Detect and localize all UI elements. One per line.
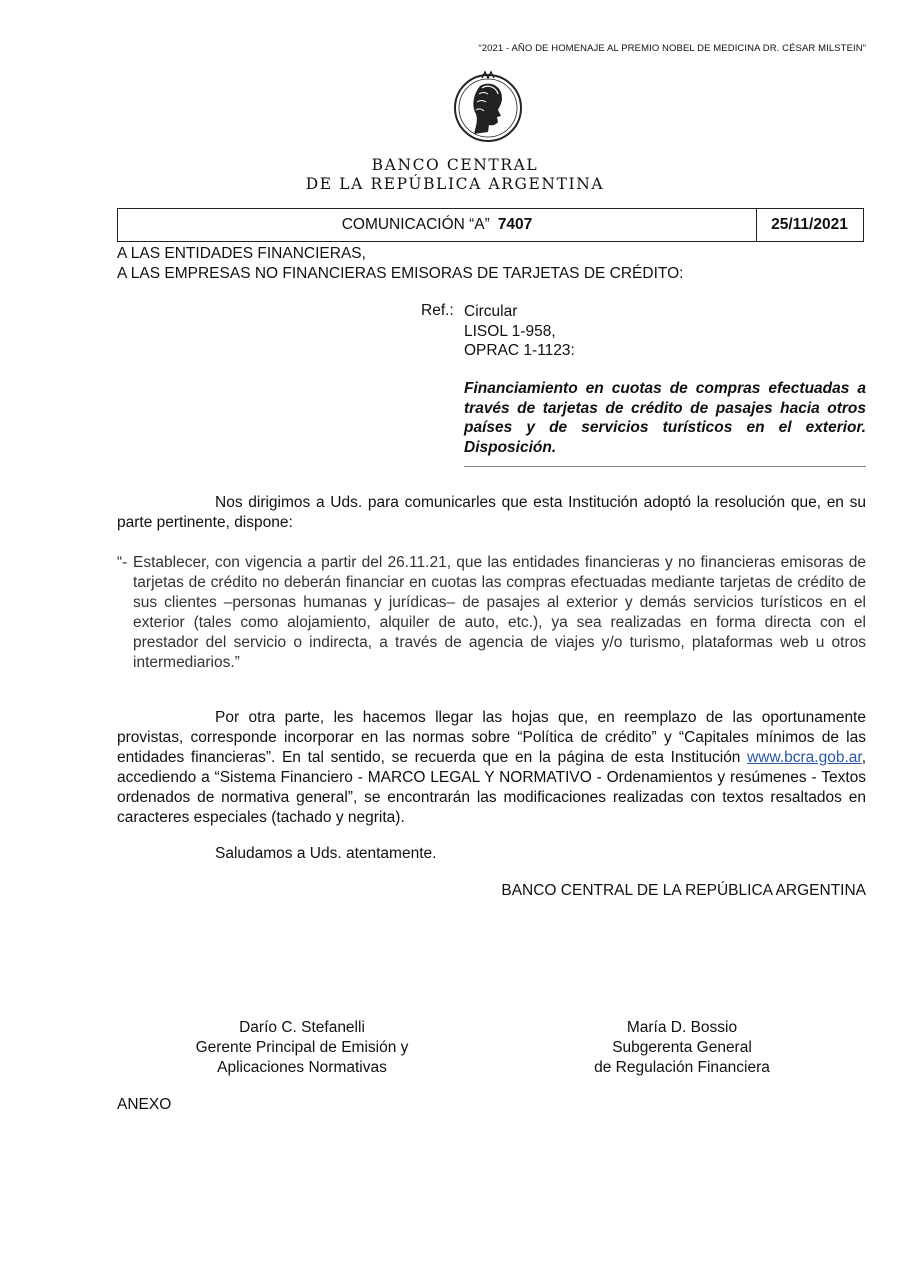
- signatory-left: [172, 1018, 432, 1078]
- bank-name-line2: DE LA REPÚBLICA ARGENTINA: [305, 175, 605, 193]
- signatory-title: Gerente Principal de Emisión y: [195, 1039, 409, 1056]
- signatory-right: [557, 1018, 807, 1078]
- reference-line: LISOL 1-958,: [464, 322, 556, 340]
- reference-line: Circular: [464, 303, 518, 320]
- signatory-title: de Regulación Financiera: [594, 1059, 770, 1076]
- second-paragraph-text: Por otra parte, les hacemos llegar las hojas que, en reemplazo de las oportunamente provistas, corresponde incorporar en las normas sobre “Política de crédito” y “Capitales mínimos de las entidades financieras”. En tal sentido, se recuerda que en la página de esta Institución: [117, 709, 866, 766]
- quote-mark: “-: [117, 554, 128, 571]
- bcra-effigy-logo-icon: [452, 70, 524, 148]
- reference-line: OPRAC 1-1123:: [464, 342, 575, 359]
- communication-header-box: [117, 208, 864, 242]
- signatory-name: Darío C. Stefanelli: [239, 1019, 365, 1036]
- reference-label: Ref.:: [421, 302, 454, 319]
- closing-salutation: Saludamos a Uds. atentamente.: [215, 845, 437, 862]
- addressee-line: A LAS ENTIDADES FINANCIERAS,: [117, 245, 366, 262]
- annex-label: ANEXO: [117, 1096, 172, 1113]
- signatory-title: Aplicaciones Normativas: [217, 1059, 387, 1076]
- addressee-line: A LAS EMPRESAS NO FINANCIERAS EMISORAS DE TARJETAS DE CRÉDITO:: [117, 265, 684, 282]
- quote-text: Establecer, con vigencia a partir del 26.11.21, que las entidades financieras y no financieras emisoras de tarjetas de crédito no deberán financiar en cuotas las compras efectuadas mediante tarjetas de crédito de sus clientes –personas humanas y jurídicas– de pasajes al exterior y demás servicios turísticos en el exterior (tales como alojamiento, alquiler de auto, etc.), ya sea realizadas en forma directa con el prestador del servicio o indirecta, a través de agencia de viajes y/o turismo, plataformas web u otros intermediarios.”: [133, 554, 866, 671]
- bcra-website-link[interactable]: www.bcra.gob.ar: [747, 749, 862, 766]
- addressees: [117, 244, 683, 284]
- signatory-title: Subgerenta General: [612, 1039, 752, 1056]
- reference-list: [464, 302, 575, 361]
- subject: Financiamiento en cuotas de compras efectuadas a través de tarjetas de crédito de pasajes hacia otros países y de servicios turísticos en el exterior. Disposición.: [464, 380, 866, 456]
- commemorative-header-note: “2021 - AÑO DE HOMENAJE AL PREMIO NOBEL DE MEDICINA DR. CÉSAR MILSTEIN”: [478, 43, 866, 54]
- second-paragraph-text-end: , accediendo a “Sistema Financiero - MARCO LEGAL Y NORMATIVO - Ordenamientos y resúmenes - Textos ordenados de normativa general”, se encontrarán las modificaciones realizadas con textos resaltados en caracteres especiales (tachado y negrita).: [117, 749, 866, 826]
- bank-name-line1: BANCO CENTRAL: [371, 156, 539, 174]
- communication-date: 25/11/2021: [771, 216, 848, 233]
- signature-bank: BANCO CENTRAL DE LA REPÚBLICA ARGENTINA: [501, 882, 866, 899]
- signatory-name: María D. Bossio: [626, 1019, 738, 1036]
- communication-label: COMUNICACIÓN “A”: [341, 216, 490, 233]
- intro-paragraph: Nos dirigimos a Uds. para comunicarles que esta Institución adoptó la resolución que, en su parte pertinente, dispone:: [117, 494, 866, 531]
- communication-number: 7407: [497, 216, 533, 233]
- bank-name: [0, 156, 910, 194]
- second-paragraph: [117, 708, 866, 828]
- subject-divider: [464, 466, 866, 467]
- communication-title: [118, 209, 757, 241]
